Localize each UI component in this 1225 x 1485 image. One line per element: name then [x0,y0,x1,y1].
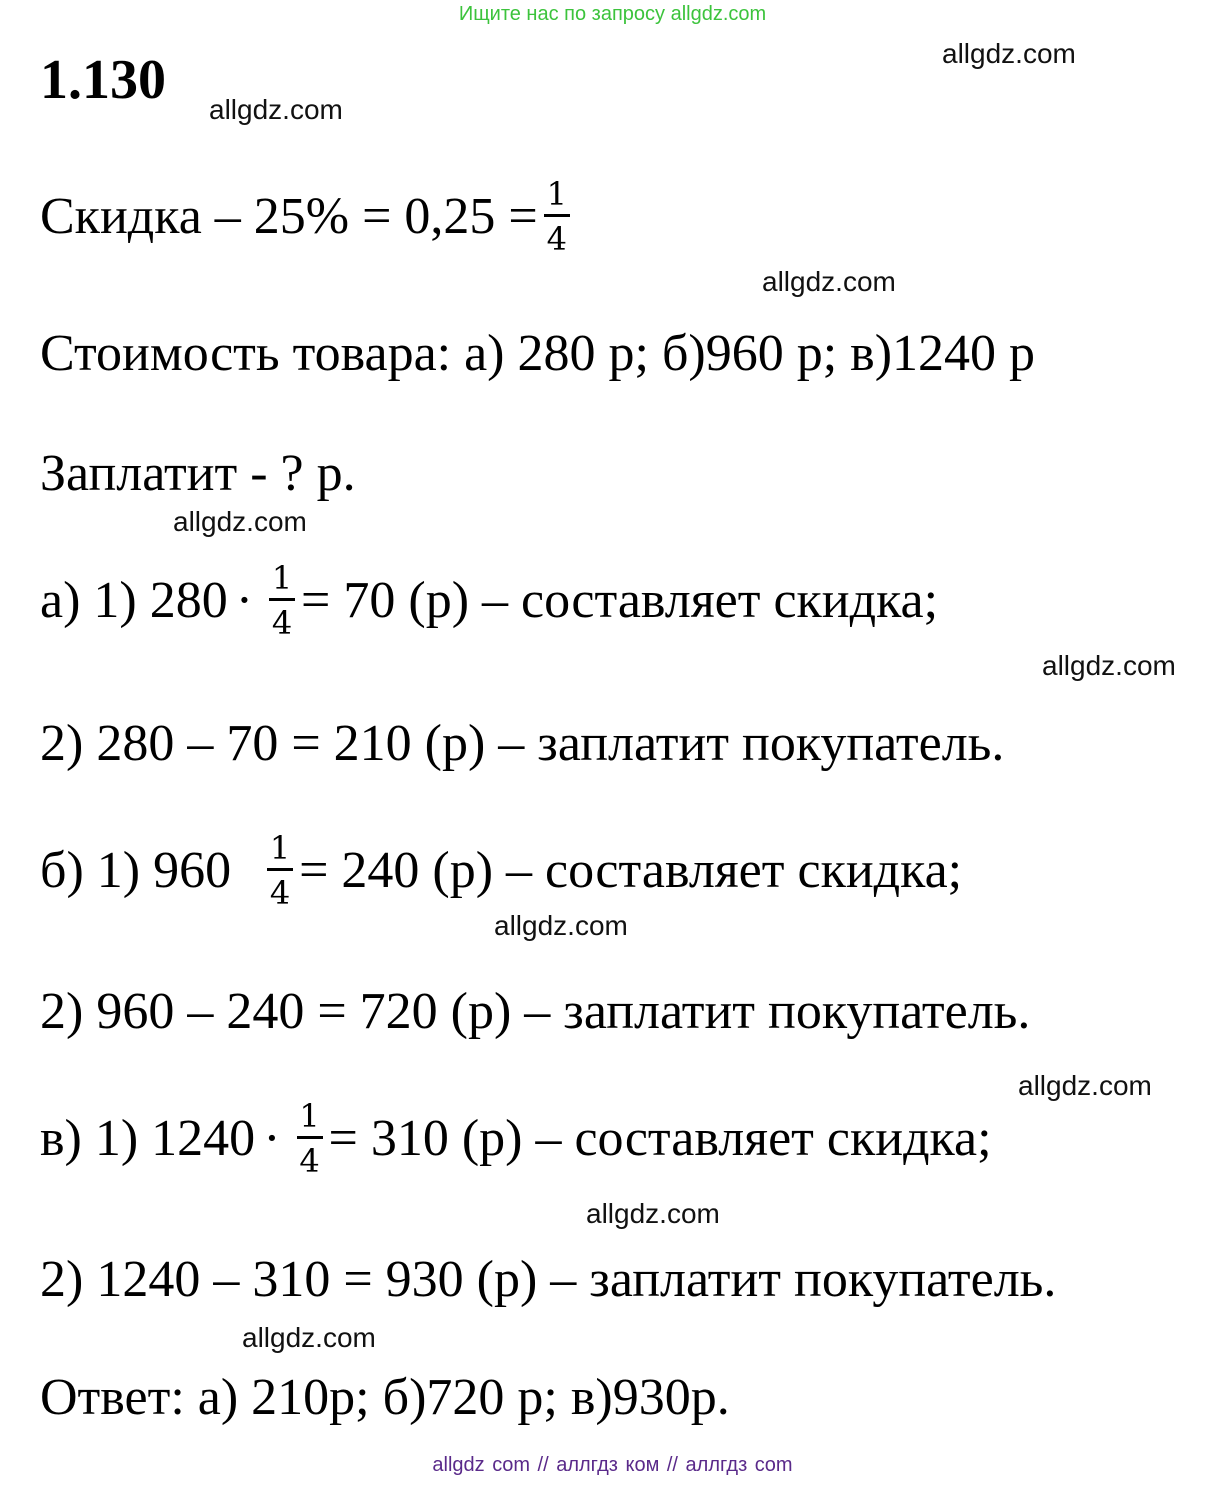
problem-number: 1.130 [40,49,166,111]
b-step2-line: 2) 960 – 240 = 720 (р) – заплатит покупатель. [40,983,1031,1040]
watermark: allgdz.com [1042,650,1176,681]
discount-text: Скидка – 25% = 0,25 = [40,187,538,245]
top-banner: Ищите нас по запросу allgdz.com [458,3,767,25]
discount-line [40,175,576,258]
watermark: allgdz.com [173,506,307,537]
watermark: allgdz.com [494,910,628,941]
fraction-one-quarter: $\frac{1}{4}$ [544,178,570,255]
watermark: allgdz.com [209,94,343,125]
watermark: allgdz.com [586,1198,720,1229]
watermark: allgdz.com [242,1322,376,1353]
watermark: allgdz.com [1018,1070,1152,1101]
fraction-one-quarter: $\frac{1}{4}$ [267,832,293,909]
watermark: allgdz.com [762,266,896,297]
fraction-one-quarter: $\frac{1}{4}$ [297,1100,323,1177]
c-step2-line: 2) 1240 – 310 = 930 (р) – заплатит покупатель. [40,1251,1057,1308]
pay-line: Заплатит - ? р. [40,445,356,502]
cost-line: Стоимость товара: а) 280 р; б)960 р; в)1240 р [40,325,1036,382]
a-step1-line: а) 1) 280 · $\frac{1}{4}$ = 70 (р) – составляет скидка; [40,559,939,642]
a-step2-line: 2) 280 – 70 = 210 (р) – заплатит покупатель. [40,715,1005,772]
answer-line: Ответ: а) 210р; б)720 р; в)930р. [40,1369,730,1426]
fraction-one-quarter: $\frac{1}{4}$ [269,562,295,639]
c-step1-line: в) 1) 1240 · $\frac{1}{4}$ = 310 (р) – составляет скидка; [40,1097,992,1180]
watermark: allgdz.com [942,38,1076,69]
b-step1-line: б) 1) 960 $\frac{1}{4}$ = 240 (р) – составляет скидка; [40,829,963,912]
footer-links: allgdz com // аллгдз ком // аллгдз com [432,1454,793,1476]
